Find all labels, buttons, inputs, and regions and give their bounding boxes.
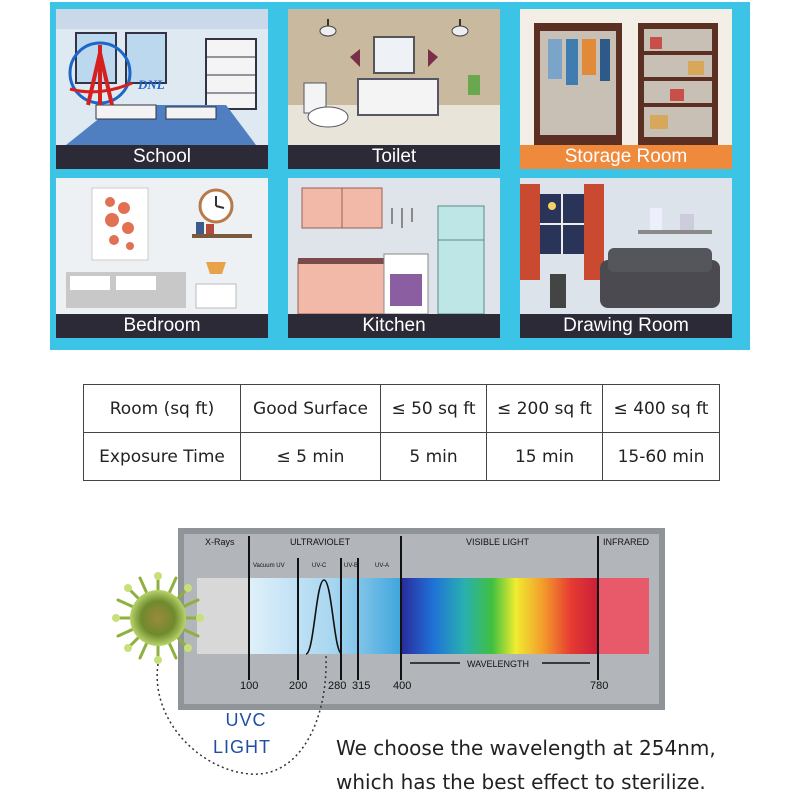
room-label: Kitchen [288,314,500,338]
room-label: Toilet [288,145,500,169]
wavelength-note-line-1: We choose the wavelength at 254nm, [336,736,716,760]
table-cell: Room (sq ft) [84,385,241,433]
table-cell: 5 min [381,433,487,481]
tick-label: 400 [393,680,412,692]
table-cell: ≤ 50 sq ft [381,385,487,433]
table-cell: ≤ 400 sq ft [603,385,720,433]
uvb-band-label: UV-B [344,563,359,569]
wavelength-label: WAVELENGTH [467,659,530,669]
room-label: Bedroom [56,314,268,338]
tick-label: 280 [328,680,347,692]
visible-light-label: VISIBLE LIGHT [466,537,530,547]
xrays-label: X-Rays [205,537,235,547]
uv-band [249,578,401,654]
vacuum-uv-label: Vacuum UV [253,563,285,569]
table-cell: 15-60 min [603,433,720,481]
uvc-light-label-1: UVC [225,710,267,730]
room-label: School [56,145,268,169]
wavelength-note-line-2: which has the best effect to sterilize. [336,770,706,794]
logo-text: DNL [138,77,165,92]
table-cell: Good Surface [241,385,381,433]
tick-label: 200 [289,680,308,692]
tick-label: 100 [240,680,259,692]
infrared-label: INFRARED [603,537,650,547]
xray-band [197,578,249,654]
virus-icon [112,572,204,664]
room-label: Storage Room [520,145,732,169]
uvc-light-label-2: LIGHT [212,737,271,757]
table-cell: 15 min [487,433,603,481]
uva-band-label: UV-A [375,563,390,569]
table-cell: ≤ 5 min [241,433,381,481]
visible-band [401,578,599,654]
room-label: Drawing Room [520,314,732,338]
infrared-band [599,578,649,654]
uvc-band-label: UV-C [312,563,327,569]
ultraviolet-label: ULTRAVIOLET [290,537,351,547]
tick-label: 315 [352,680,371,692]
table-cell: Exposure Time [84,433,241,481]
table-cell: ≤ 200 sq ft [487,385,603,433]
tick-label: 780 [590,680,609,692]
